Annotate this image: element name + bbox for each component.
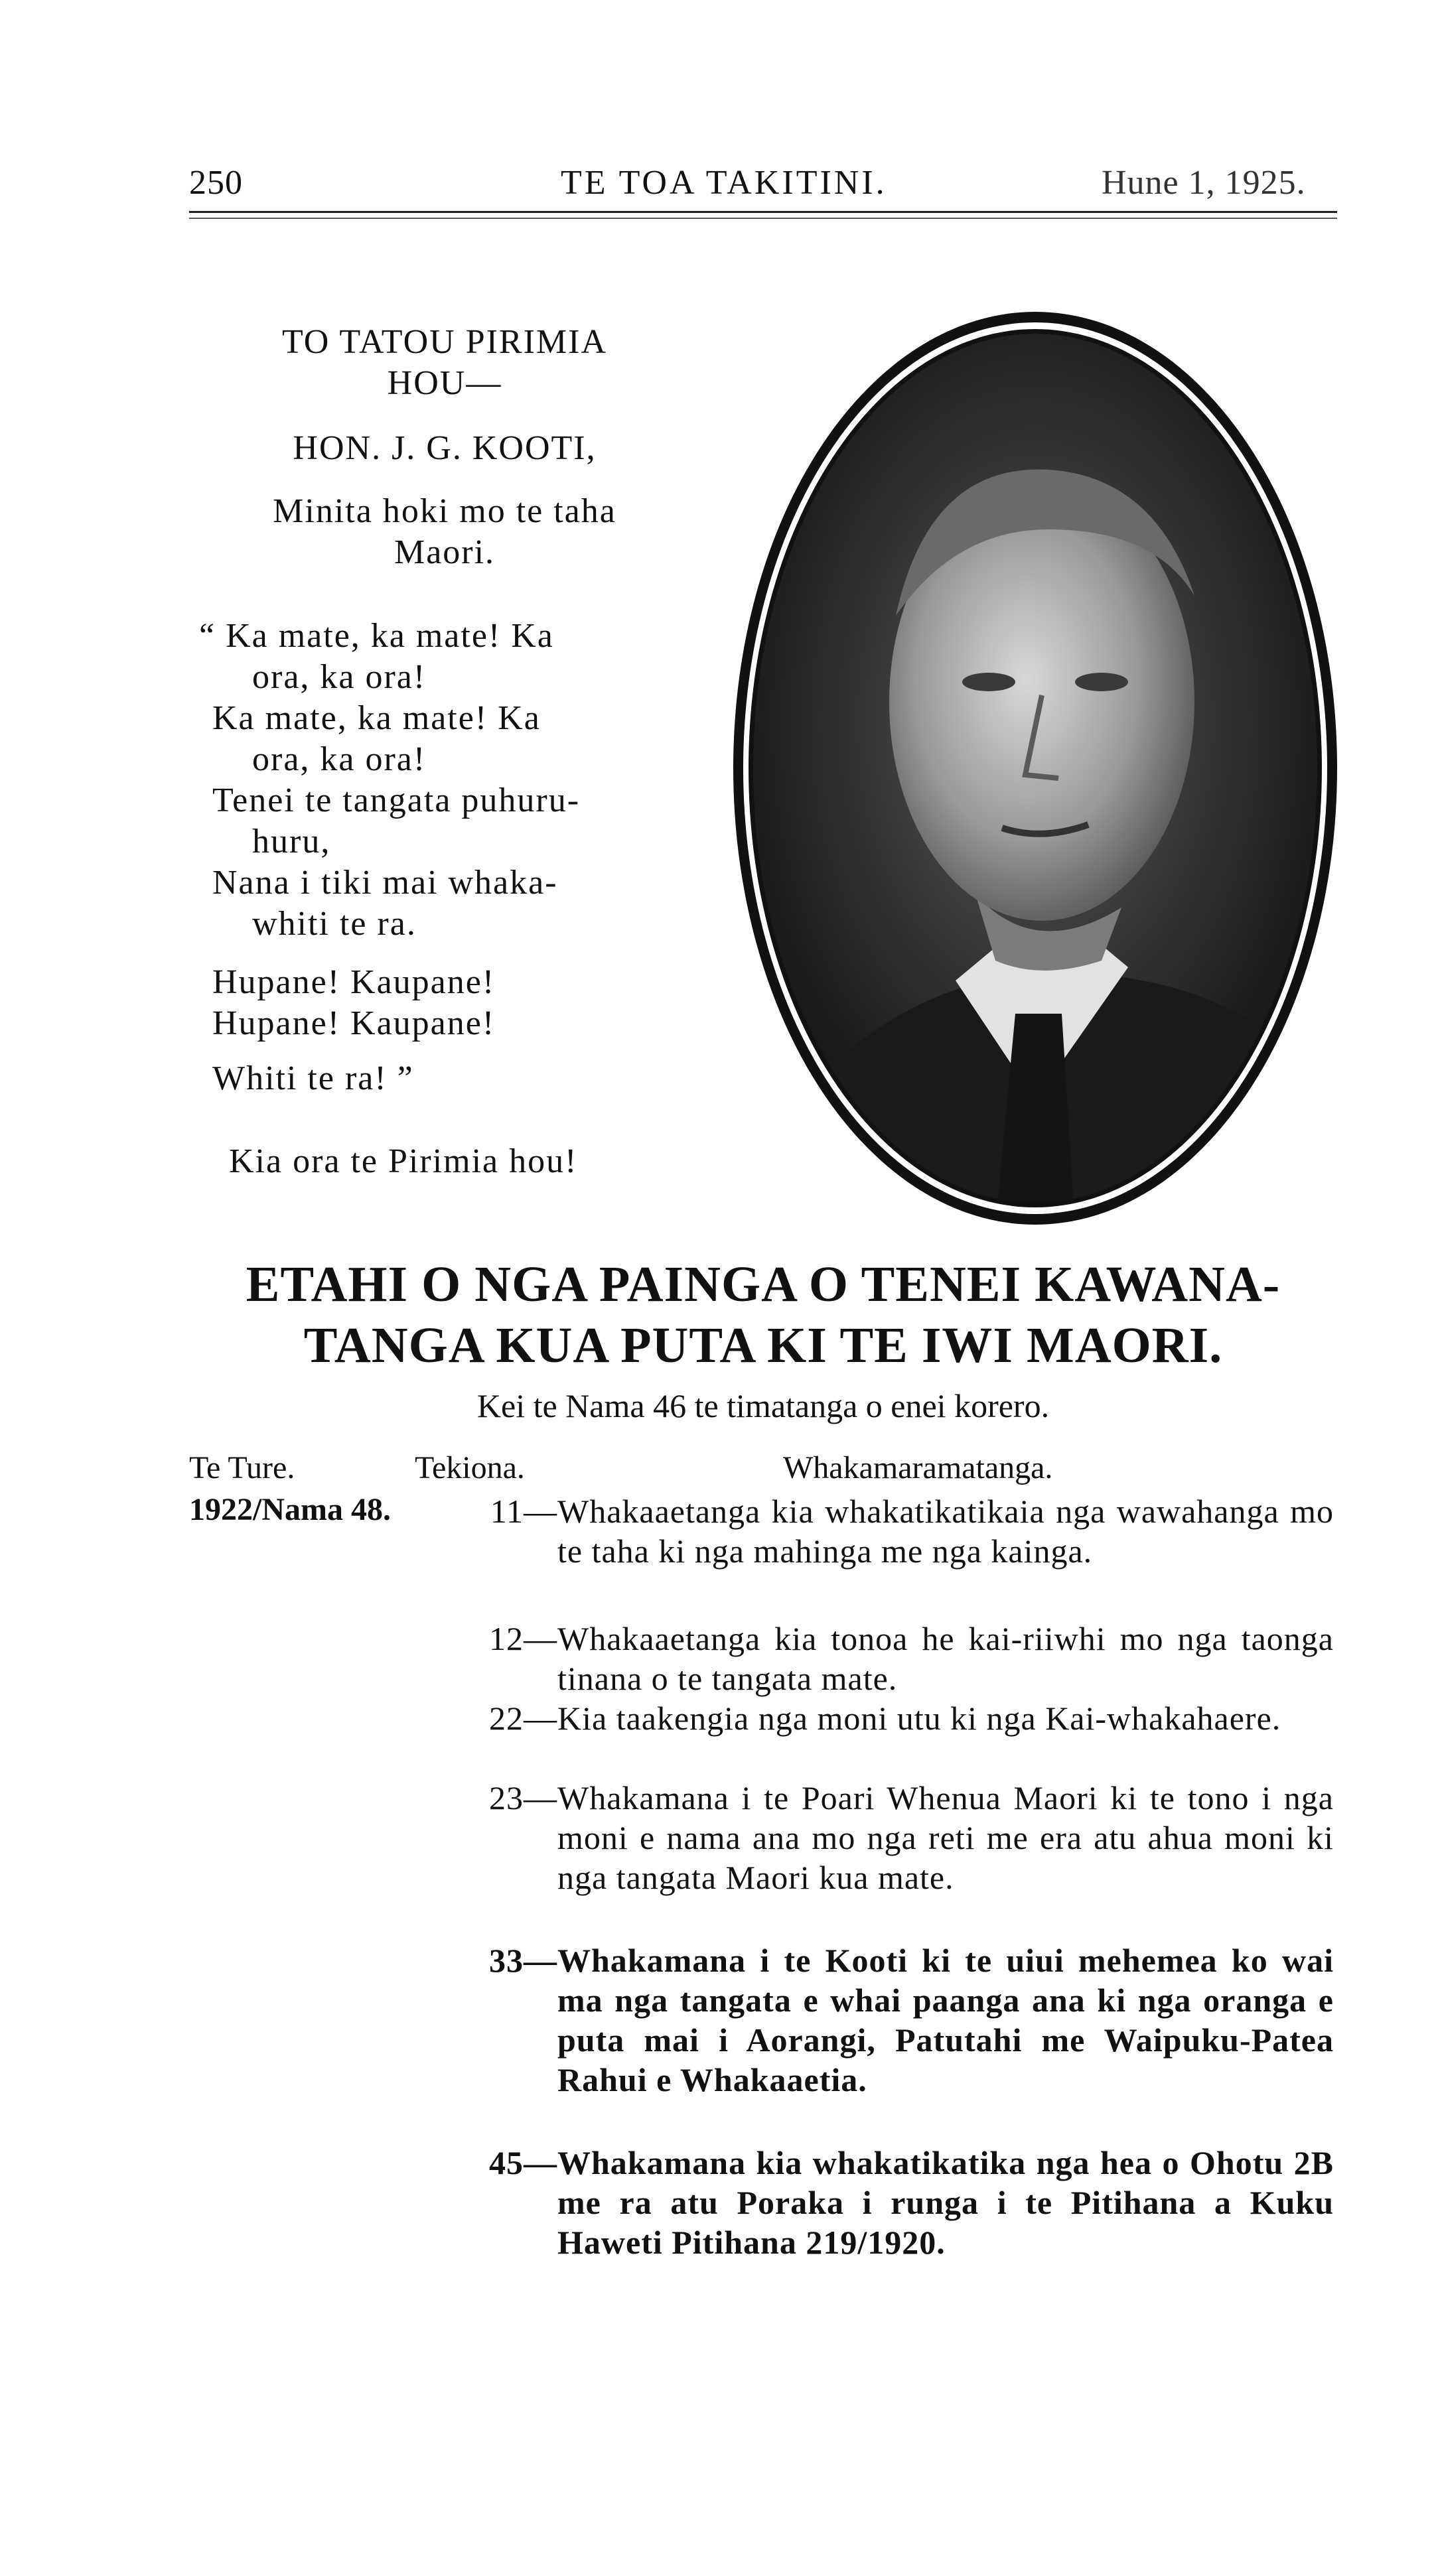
haka-line: whiti te ra. bbox=[252, 905, 417, 943]
law-reference: 1922/Nama 48. bbox=[189, 1492, 391, 1527]
section-number: 12— bbox=[489, 1620, 557, 1657]
list-item bbox=[471, 1698, 1334, 1738]
publication-title: TE TOA TAKITINI. bbox=[561, 164, 887, 202]
section-text: Whakamana i te Poari Whenua Maori ki te tono i nga moni e nama ana mo nga reti me era atu ahua moni ki nga tangata Maori kua mate. bbox=[557, 1779, 1334, 1896]
list-item bbox=[471, 1619, 1334, 1698]
premier-role bbox=[212, 491, 677, 573]
list-item bbox=[471, 1940, 1334, 2100]
premier-name: HON. J. G. KOOTI, bbox=[293, 429, 597, 467]
page-number: 250 bbox=[189, 164, 243, 202]
column-header-explanation: Whakamaramatanga. bbox=[783, 1450, 1053, 1485]
heading-line1: ETAHI O NGA PAINGA O TENEI KAWANA- bbox=[246, 1256, 1281, 1312]
haka-line: ora, ka ora! bbox=[252, 740, 427, 778]
issue-date: Hune 1, 1925. bbox=[1102, 164, 1306, 202]
eye-left bbox=[962, 673, 1015, 691]
haka-line: Ka mate, ka mate! Ka bbox=[212, 699, 541, 737]
heading-line2: TANGA KUA PUTA KI TE IWI MAORI. bbox=[303, 1318, 1223, 1373]
poem-title-line1: TO TATOU PIRIMIA bbox=[281, 323, 608, 361]
hupane-line: Hupane! Kaupane! bbox=[212, 963, 496, 1001]
role-line2: Maori. bbox=[394, 533, 496, 571]
column-header-law: Te Ture. bbox=[189, 1450, 295, 1485]
haka-line: Tenei te tangata puhuru- bbox=[212, 781, 581, 819]
poem-title bbox=[212, 322, 677, 404]
premier-portrait bbox=[730, 310, 1340, 1226]
whiti-line: Whiti te ra! ” bbox=[212, 1059, 414, 1097]
section-number: 45— bbox=[489, 2144, 557, 2181]
section-text: Whakamana kia whakatikatika nga hea o Ohotu 2B me ra atu Poraka i runga i te Pitihana a Kuku Haweti Pitihana 219/1920. bbox=[557, 2144, 1334, 2261]
section-number: 23— bbox=[489, 1779, 557, 1816]
hupane-verse bbox=[212, 962, 677, 1044]
header-rule-secondary bbox=[189, 218, 1337, 219]
section-number: 33— bbox=[489, 1942, 557, 1979]
haka-line: “ Ka mate, ka mate! Ka bbox=[199, 617, 554, 655]
list-item bbox=[471, 1491, 1334, 1571]
section-text: Kia taakengia nga moni utu ki nga Kai-whakahaere. bbox=[557, 1700, 1281, 1737]
section-text: Whakaaetanga kia whakatikatikaia nga wawahanga mo te taha ki nga mahinga me nga kainga. bbox=[557, 1493, 1334, 1570]
section-number: 22— bbox=[489, 1700, 557, 1737]
role-line1: Minita hoki mo te taha bbox=[273, 492, 616, 530]
article-subtitle: Kei te Nama 46 te timatanga o enei korero. bbox=[476, 1387, 1050, 1424]
section-text: Whakamana i te Kooti ki te uiui mehemea ko wai ma nga tangata e whai paanga ana ki nga oranga e puta mai i Aorangi, Patutahi me Waipuku-Patea Rahui e Whakaaetia. bbox=[557, 1942, 1334, 2098]
list-item bbox=[471, 2143, 1334, 2262]
haka-verse bbox=[199, 616, 664, 945]
hupane-line: Hupane! Kaupane! bbox=[212, 1004, 496, 1042]
list-item bbox=[471, 1778, 1334, 1897]
haka-line: huru, bbox=[252, 823, 331, 860]
article-heading bbox=[189, 1254, 1337, 1376]
poem-title-line2: HOU— bbox=[387, 364, 502, 402]
haka-line: Nana i tiki mai whaka- bbox=[212, 864, 558, 902]
closing-line: Kia ora te Pirimia hou! bbox=[229, 1142, 578, 1180]
section-text: Whakaaetanga kia tonoa he kai-riiwhi mo nga taonga tinana o te tangata mate. bbox=[557, 1620, 1334, 1697]
header-rule bbox=[189, 211, 1337, 213]
section-number: 11— bbox=[490, 1493, 557, 1530]
haka-line: ora, ka ora! bbox=[252, 658, 427, 696]
column-header-section: Tekiona. bbox=[415, 1450, 525, 1485]
eye-right bbox=[1075, 673, 1128, 691]
